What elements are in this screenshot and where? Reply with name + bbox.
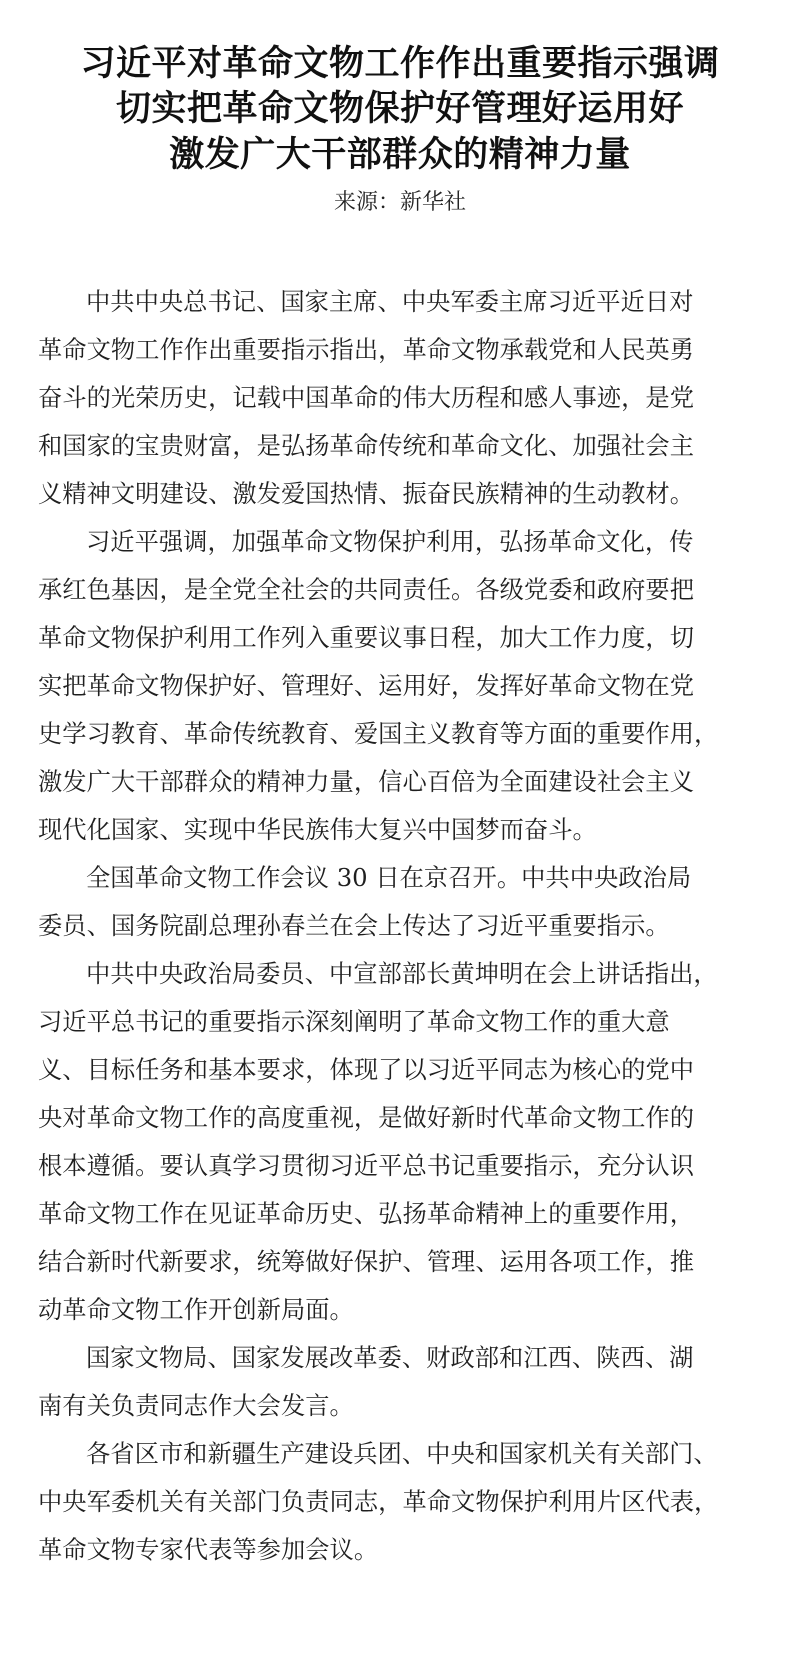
paragraph-4-line: 央对革命文物工作的高度重视，是做好新时代革命文物工作的: [38, 1103, 695, 1132]
paragraph-2-line: 激发广大干部群众的精神力量，信心百倍为全面建设社会主义: [38, 767, 695, 796]
paragraph-1-line: 和国家的宝贵财富，是弘扬革命传统和革命文化、加强社会主: [38, 431, 695, 460]
paragraph-2-line: 史学习教育、革命传统教育、爱国主义教育等方面的重要作用，: [38, 719, 719, 748]
headline-line-2: 切实把革命文物保护好管理好运用好: [115, 88, 684, 129]
article-source: 来源：新华社: [333, 190, 466, 215]
paragraph-1-line: 奋斗的光荣历史，记载中国革命的伟大历程和感人事迹，是党: [38, 383, 695, 412]
paragraph-5-line: 南有关负责同志作大会发言。: [38, 1391, 354, 1420]
paragraph-2-line: 承红色基因，是全党全社会的共同责任。各级党委和政府要把: [38, 575, 695, 604]
paragraph-6-line: 革命文物专家代表等参加会议。: [38, 1535, 379, 1564]
paragraph-4-line: 结合新时代新要求，统筹做好保护、管理、运用各项工作，推: [38, 1247, 695, 1276]
paragraph-2-line: 习近平强调，加强革命文物保护利用，弘扬革命文化，传: [86, 527, 694, 556]
paragraph-5-line: 国家文物局、国家发展改革委、财政部和江西、陕西、湖: [86, 1343, 694, 1372]
paragraph-4-line: 根本遵循。要认真学习贯彻习近平总书记重要指示，充分认识: [38, 1151, 695, 1180]
headline-line-3: 激发广大干部群众的精神力量: [169, 134, 631, 175]
paragraph-4-line: 革命文物工作在见证革命历史、弘扬革命精神上的重要作用，: [38, 1199, 695, 1228]
paragraph-4-line: 习近平总书记的重要指示深刻阐明了革命文物工作的重大意: [38, 1007, 670, 1036]
paragraph-6-line: 中央军委机关有关部门负责同志，革命文物保护利用片区代表，: [38, 1487, 719, 1516]
paragraph-3-line: 全国革命文物工作会议 30 日在京召开。中共中央政治局: [86, 863, 692, 892]
paragraph-1-line: 义精神文明建设、激发爱国热情、振奋民族精神的生动教材。: [38, 479, 695, 508]
paragraph-1-line: 中共中央总书记、国家主席、中央军委主席习近平近日对: [86, 287, 694, 316]
paragraph-2-line: 革命文物保护利用工作列入重要议事日程，加大工作力度，切: [38, 623, 695, 652]
paragraph-2-line: 现代化国家、实现中华民族伟大复兴中国梦而奋斗。: [38, 815, 597, 844]
paragraph-4-line: 义、目标任务和基本要求，体现了以习近平同志为核心的党中: [38, 1055, 695, 1084]
paragraph-1-line: 革命文物工作作出重要指示指出，革命文物承载党和人民英勇: [38, 335, 695, 364]
paragraph-6-line: 各省区市和新疆生产建设兵团、中央和国家机关有关部门、: [86, 1439, 718, 1468]
paragraph-2-line: 实把革命文物保护好、管理好、运用好，发挥好革命文物在党: [38, 671, 695, 700]
paragraph-3-line: 委员、国务院副总理孙春兰在会上传达了习近平重要指示。: [38, 911, 670, 940]
paragraph-4-line: 中共中央政治局委员、中宣部部长黄坤明在会上讲话指出，: [86, 959, 718, 988]
paragraph-4-line: 动革命文物工作开创新局面。: [38, 1295, 354, 1324]
headline-line-1: 习近平对革命文物工作作出重要指示强调: [80, 43, 720, 84]
